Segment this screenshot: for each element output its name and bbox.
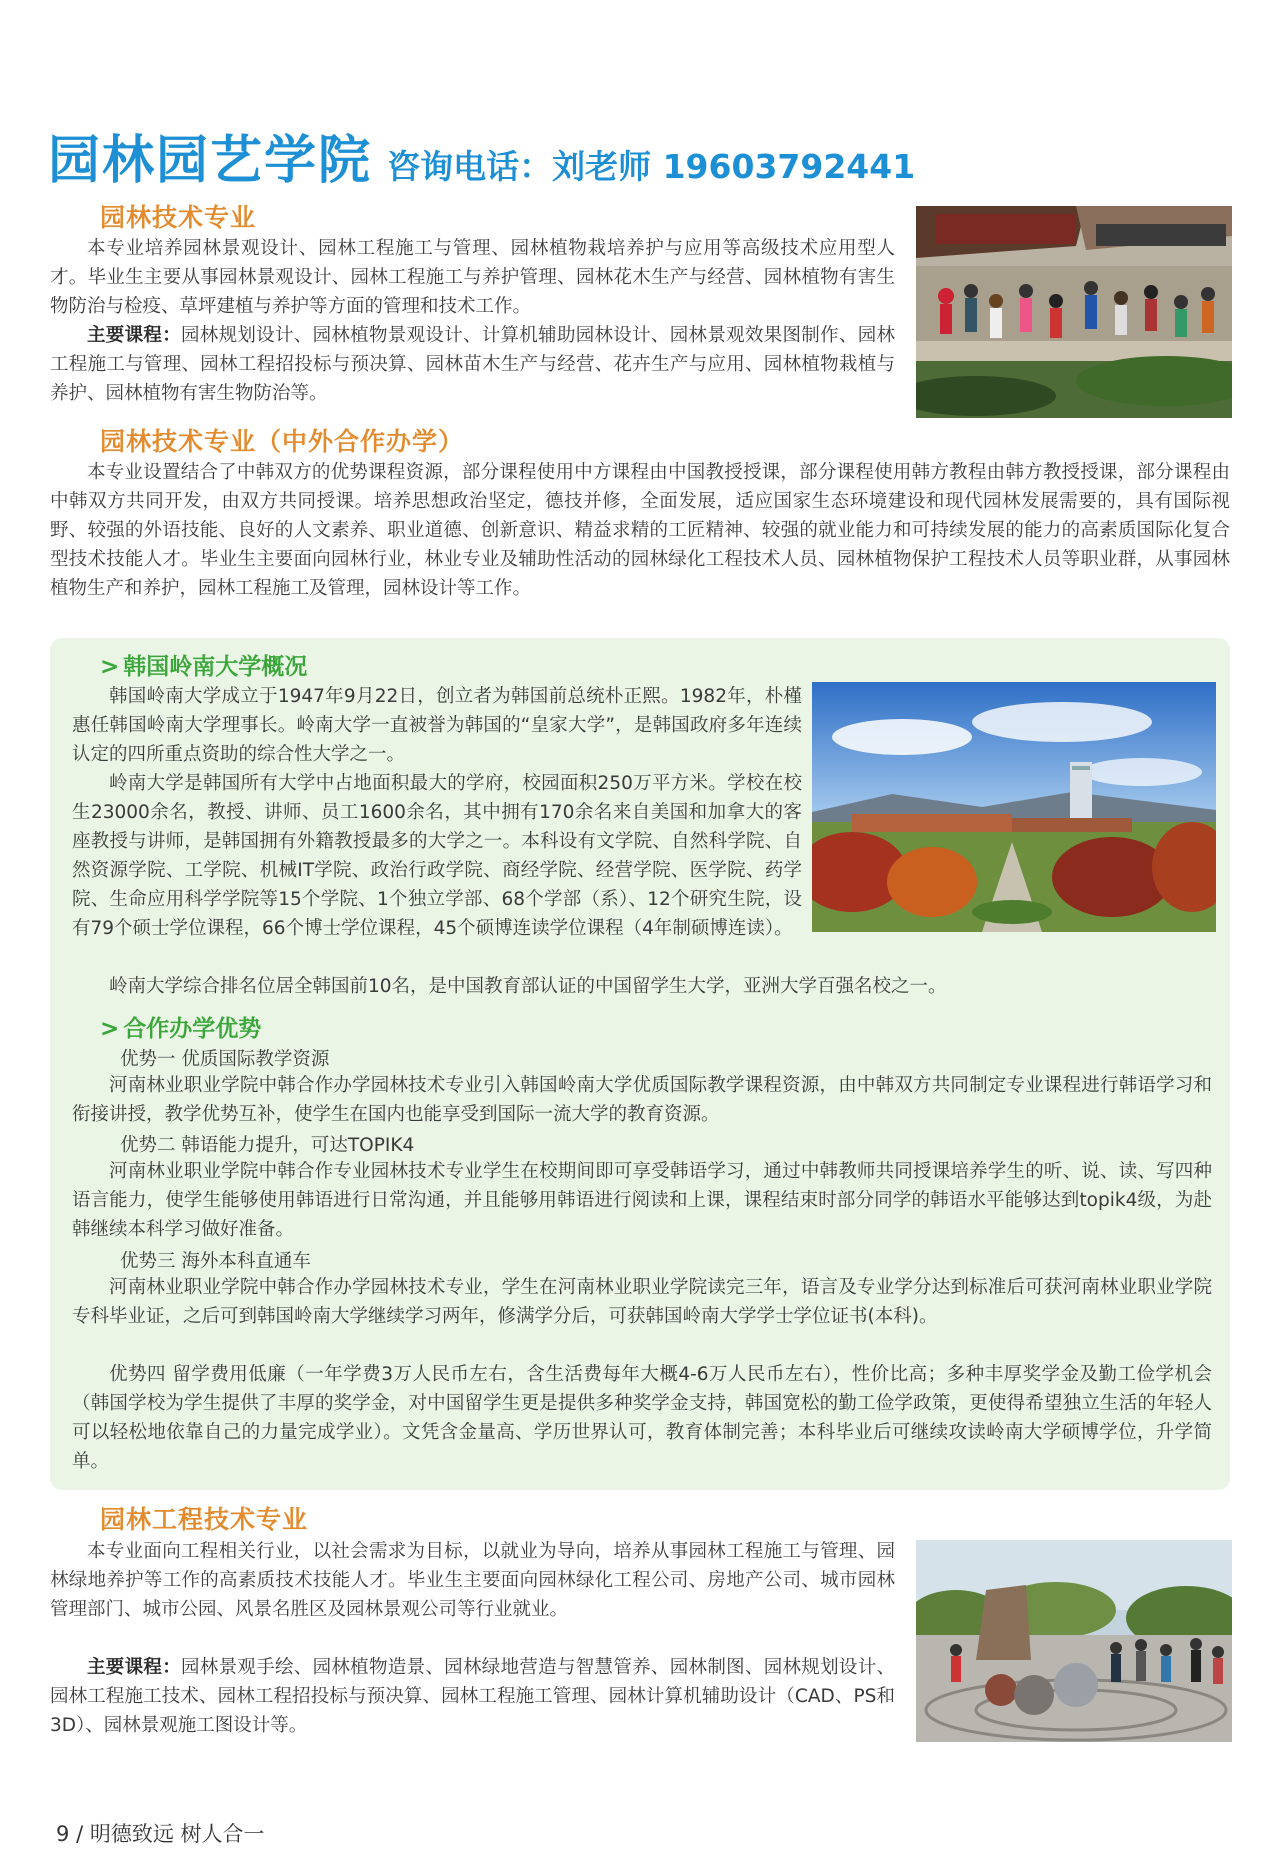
section3-courses-text: 园林景观手绘、园林植物造景、园林绿地营造与智慧管养、园林制图、园林规划设计、园林工程施工技术、园林工程招投标与预决算、园林工程施工管理、园林计算机辅助设计（CAD、PS和3D）、园林景观施工图设计等。: [50, 1657, 895, 1736]
chevron-right-icon: >: [100, 654, 120, 680]
section3-courses: [50, 1653, 895, 1740]
section3-title: 园林工程技术专业: [100, 1505, 309, 1534]
contact-phone: 咨询电话：刘老师 19603792441: [387, 147, 916, 186]
advantage-4-text: 优势四 留学费用低廉（一年学费3万人民币左右，含生活费每年大概4-6万人民币左右），性价比高；多种丰厚奖学金及勤工俭学机会（韩国学校为学生提供了丰厚的奖学金，对中国留学生更是提供多种奖学金支持，韩国宽松的勤工俭学政策，更使得希望独立生活的年轻人可以轻松地依靠自己的力量完成学业）。文凭含金量高、学历世界认可，教育体制完善；本科毕业后可继续攻读岭南大学硕博学位，升学简单。: [72, 1364, 1212, 1472]
advantage-2-title: 优势二 韩语能力提升，可达TOPIK4: [120, 1135, 415, 1156]
section1-courses: [50, 321, 895, 408]
page-number: 9: [56, 1822, 70, 1846]
section3-courses-label: 主要课程：: [87, 1657, 181, 1678]
advantage-2-text: 河南林业职业学院中韩合作专业园林技术专业学生在校期间即可享受韩语学习，通过中韩教师共同授课培养学生的听、说、读、写四种语言能力，使学生能够使用韩语进行日常沟通，并且能够用韩语进行阅读和上课，课程结束时部分同学的韩语水平能够达到topik4级，为赴韩继续本科学习做好准备。: [72, 1161, 1212, 1240]
korea-title-text: 韩国岭南大学概况: [123, 654, 308, 680]
section1-courses-label: 主要课程：: [87, 325, 181, 346]
korea-paragraph-1: 韩国岭南大学成立于1947年9月22日，创立者为韩国前总统朴正熙。1982年，朴槿惠任韩国岭南大学理事长。岭南大学一直被誉为韩国的“皇家大学”，是韩国政府多年连续认定的四所重点资助的综合性大学之一。: [72, 686, 802, 765]
korea-university-title: [100, 648, 307, 681]
college-title: 园林园艺学院: [48, 131, 373, 191]
chevron-right-icon: >: [100, 1016, 120, 1042]
landscape-plaza-photo: [916, 1540, 1232, 1742]
garden-students-photo: [916, 206, 1232, 418]
advantage-1-title: 优势一 优质国际教学资源: [120, 1049, 330, 1070]
page-footer: [56, 1818, 265, 1848]
advantages-title-text: 合作办学优势: [123, 1016, 262, 1042]
section1-intro: 本专业培养园林景观设计、园林工程施工与管理、园林植物栽培养护与应用等高级技术应用型人才。毕业生主要从事园林景观设计、园林工程施工与养护管理、园林花木生产与经营、园林植物有害生物防治与检疫、草坪建植与养护等方面的管理和技术工作。: [50, 238, 895, 317]
advantage-3-text: 河南林业职业学院中韩合作办学园林技术专业，学生在河南林业职业学院读完三年，语言及专业学分达到标准后可获河南林业职业学院专科毕业证，之后可到韩国岭南大学继续学习两年，修满学分后，可获韩国岭南大学学士学位证书(本科)。: [72, 1277, 1212, 1327]
section1-title: 园林技术专业: [100, 203, 257, 232]
section1-courses-text: 园林规划设计、园林植物景观设计、计算机辅助园林设计、园林景观效果图制作、园林工程施工与管理、园林工程招投标与预决算、园林苗木生产与经营、花卉生产与应用、园林植物栽植与养护、园林植物有害生物防治等。: [50, 325, 895, 404]
footer-slogan: / 明德致远 树人合一: [76, 1822, 265, 1846]
advantage-3-title: 优势三 海外本科直通车: [120, 1251, 311, 1272]
section3-intro: 本专业面向工程相关行业，以社会需求为目标，以就业为导向，培养从事园林工程施工与管理、园林绿地养护等工作的高素质技术技能人才。毕业生主要面向园林绿化工程公司、房地产公司、城市园林管理部门、城市公园、风景名胜区及园林景观公司等行业就业。: [50, 1541, 895, 1620]
advantage-1-text: 河南林业职业学院中韩合作办学园林技术专业引入韩国岭南大学优质国际教学课程资源，由中韩双方共同制定专业课程进行韩语学习和衔接讲授，教学优势互补，使学生在国内也能享受到国际一流大学的教育资源。: [72, 1075, 1212, 1125]
page-header: [48, 118, 915, 193]
section2-intro: 本专业设置结合了中韩双方的优势课程资源，部分课程使用中方课程由中国教授授课，部分课程使用韩方教程由韩方教授授课，部分课程由中韩双方共同开发，由双方共同授课。培养思想政治坚定，德技并修，全面发展，适应国家生态环境建设和现代园林发展需要的，具有国际视野、较强的外语技能、良好的人文素养、职业道德、创新意识、精益求精的工匠精神、较强的就业能力和可持续发展的能力的高素质国际化复合型技术技能人才。毕业生主要面向园林行业，林业专业及辅助性活动的园林绿化工程技术人员、园林植物保护工程技术人员等职业群，从事园林植物生产和养护，园林工程施工及管理，园林设计等工作。: [50, 462, 1230, 599]
yeungnam-campus-photo: [812, 682, 1216, 932]
korea-paragraph-2: 岭南大学是韩国所有大学中占地面积最大的学府，校园面积250万平方米。学校在校生23000余名，教授、讲师、员工1600余名，其中拥有170余名来自美国和加拿大的客座教授与讲师，是韩国拥有外籍教授最多的大学之一。本科设有文学院、自然科学院、自然资源学院、工学院、机械IT学院、政治行政学院、商经学院、经营学院、医学院、药学院、生命应用科学学院等15个学院、1个独立学部、68个学部（系）、12个研究生院，设有79个硕士学位课程，66个博士学位课程，45个硕博连读学位课程（4年制硕博连读）。: [72, 773, 802, 939]
advantages-title: [100, 1010, 261, 1043]
section2-title: 园林技术专业（中外合作办学）: [100, 427, 465, 456]
korea-paragraph-3: 岭南大学综合排名位居全韩国前10名，是中国教育部认证的中国留学生大学，亚洲大学百强名校之一。: [109, 976, 947, 997]
